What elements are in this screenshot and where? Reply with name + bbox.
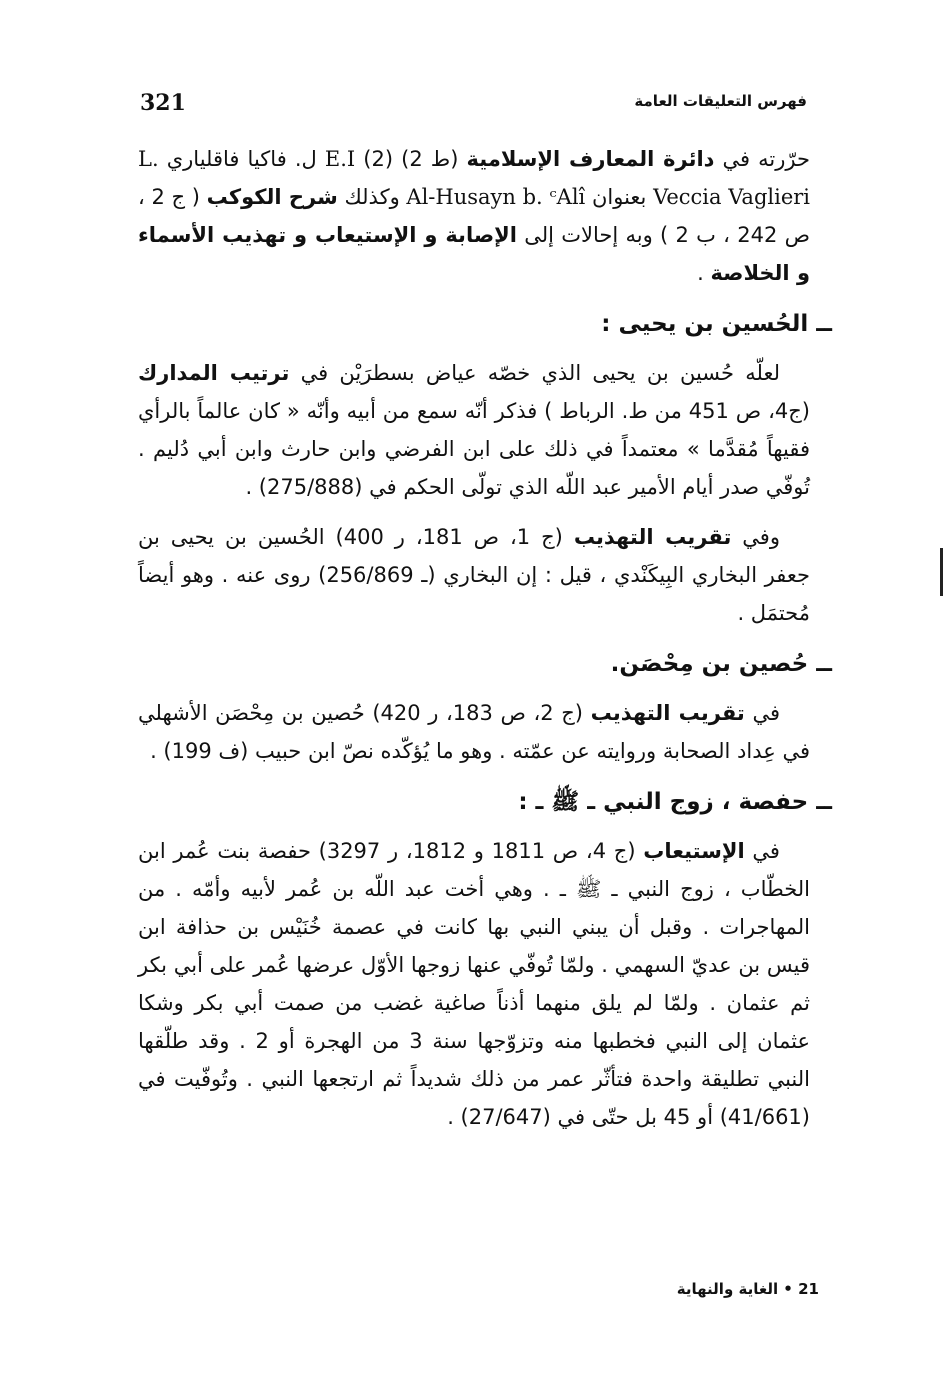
running-title: فهرس التعليقات العامة <box>634 92 807 110</box>
entry-paragraph <box>138 832 810 1136</box>
book-title: ترتيب المدارك <box>138 361 290 385</box>
text-run: بعنوان <box>585 185 654 209</box>
text-run: حرّرته في <box>714 147 810 171</box>
text-run: . <box>697 261 711 285</box>
entry-heading: ــ حفصة ، زوج النبي ـ ﷺ ـ : <box>518 789 832 815</box>
text-run: (ج 4، ص 1811 و 1812، ر 3297) حفصة بنت عُمر ابن الخطّاب ، زوج النبي ـ ﷺ ـ . وهي أخت عبد اللّه بن عُمر لأبيه وأمّه . من المهاجرات . وقبل أن يبني النبي بها كانت في عصمة خُنَيْس بن حذافة ابن قيس بن عديّ السهمي . ولمّا تُوفّي عنها زوجها الأوّل عرضها عُمر على أبي بكر ثم عثمان . ولمّا لم يلق منهما أذناً صاغية غضب من صمت أبي بكر وشكا عثمان إلى النبي فخطبها منه وتزوّجها سنة 3 من الهجرة أو 2 . وقد طلّقها النبي تطليقة واحدة فتأثّر عمر من ذلك شديداً ثم ارتجعها النبي . وتُوفّيت في (41/661) أو 45 بل حتّى في (27/647) . <box>138 839 810 1129</box>
intro-paragraph <box>138 140 810 292</box>
text-run: (ج 2، ص 183، ر 420) حُصين بن مِحْصَن الأشهلي في عِداد الصحابة وروايته عن عمّته . وهو ما يُؤكّده نصّ ابن حبيب (ف 199) . <box>138 701 810 763</box>
text-run: (ط 2) (2) <box>355 147 467 171</box>
book-titles: الإصابة و الإستيعاب و تهذيب الأسماء و الخلاصة <box>138 223 810 285</box>
page-header <box>140 90 807 124</box>
entry-heading: ــ حُصين بن مِحْصَن. <box>610 651 832 677</box>
text-run: وكذلك <box>337 185 407 209</box>
book-title: شرح الكوكب <box>206 185 338 209</box>
book-title: الإستيعاب <box>643 839 745 863</box>
latin-title: Al-Husayn b. ᶜAlî <box>406 185 586 209</box>
entry-paragraph <box>138 694 810 770</box>
text-run: (ج 1، ص 181، ر 400) الحُسين بن يحيى بن جعفر البخاري البِيكَنْدي ، قيل : إن البخاري (ـ 256/869) روى عنه . وهو أيضاً مُحتمَل . <box>138 525 810 625</box>
entry-paragraph <box>138 518 810 632</box>
book-title: دائرة المعارف الإسلامية <box>466 147 715 171</box>
text-run: لعلّه حُسين بن يحيى الذي خصّه عياض بسطرَيْن في <box>289 361 780 385</box>
text-run: في <box>744 701 780 725</box>
text-run: في <box>744 839 780 863</box>
latin-abbrev: E.I <box>324 147 356 171</box>
page-footer: 21 • الغاية والنهاية <box>676 1280 819 1298</box>
text-run: ( ج 2 ، ص 242 ، ب 2 ) وبه إحالات إلى <box>138 185 810 247</box>
latin-author: L. Veccia Vaglieri <box>138 147 811 209</box>
book-title: تقريب التهذيب <box>590 701 745 725</box>
page-number: 321 <box>140 90 186 116</box>
text-run: وفي <box>731 525 780 549</box>
book-title: تقريب التهذيب <box>573 525 732 549</box>
scan-margin-mark <box>940 548 943 596</box>
entry-heading: ــ الحُسين بن يحيى : <box>601 311 832 337</box>
entry-paragraph <box>138 354 810 506</box>
main-text <box>138 140 832 1148</box>
text-run: (ج4، ص 451 من ط. الرباط ) فذكر أنّه سمع من أبيه وأنّه « كان عالماً بالرأي فقيهاً مُقدَّما » معتمداً في ذلك على ابن الفرضي وابن حارث وابن أبي دُليم . تُوفّي صدر أيام الأمير عبد اللّه الذي تولّى الحكم في (275/888) . <box>138 399 810 499</box>
text-run: ل. فاكيا فاقلياري <box>158 147 325 171</box>
